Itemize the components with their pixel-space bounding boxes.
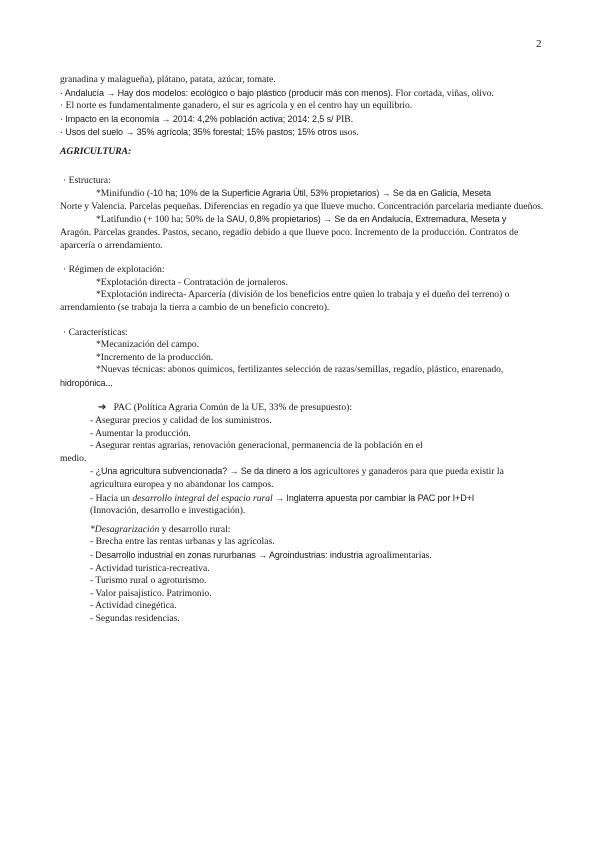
dash: - [90, 466, 96, 478]
subvencionada-rest: agricultores y ganaderos para que pueda existir la [311, 466, 504, 478]
pac-item-precios: - Asegurar precios y calidad de los suministros. [90, 415, 272, 427]
desagrarizacion-term: *Desagrarización [90, 523, 160, 535]
rural-item-brecha: - Brecha entre las rentas urbanas y las agrícolas. [90, 536, 275, 548]
ellipsis: ... [105, 377, 113, 389]
caracteristicas-title: · Características: [63, 326, 128, 338]
subvencionada-emph: ¿Una agricultura subvencionada? → Se da dinero a los [95, 466, 312, 477]
caracteristica-tecnicas-cont [60, 377, 546, 391]
hacia-un: - Hacia un [90, 492, 133, 504]
rural-item-industrial [60, 549, 546, 563]
desagrarizacion-rest: y desarrollo rural: [159, 523, 231, 535]
pac-title: PAC (Política Agraria Común de la UE, 33% de presupuesto): [113, 402, 352, 414]
section-heading-agricultura: AGRICULTURA: [60, 145, 132, 157]
regimen-title: · Régimen de explotación: [63, 264, 165, 276]
intro-line-2-rest: . Flor cortada, viñas, olivo. [390, 87, 494, 99]
intro-line-3: · El norte es fundamentalmente ganadero, el sur es agrícola y en el centro hay un equilibrio. [60, 100, 413, 112]
caracteristica-incremento: *Incremento de la producción. [96, 351, 214, 363]
intro-line-2-emph: · Andalucía → Hay dos modelos: ecológico o bajo plástico (producir más con menos) [60, 87, 391, 98]
latifundio-line [60, 213, 546, 227]
industrial-rest: agroalimentarias. [363, 550, 432, 561]
pac-item-rentas: - Asegurar rentas agrarias, renovación generacional, permanencia de la población en el [90, 440, 423, 452]
intro-line-1: granadina y malagueña), plátano, patata, azúcar, tomate. [60, 74, 276, 85]
minifundio-line [60, 187, 546, 201]
hidroponica-term: hidropónica [60, 377, 106, 388]
pac-desarrollo-integral [60, 492, 546, 506]
intro-line-2 [60, 87, 546, 101]
latifundio-label: *Latifundio (+ 100 ha; 50% de la [96, 214, 227, 226]
latifundio-detail: SAU, 0,8% propietarios) → Se da en Andalucía, Extremadura, Meseta y [226, 214, 507, 225]
pac-item-rentas-cont: medio. [60, 452, 87, 464]
intro-line-5-emph: · Usos del suelo → 35% agrícola; 35% forestal; 15% pastos; 15% otros [60, 127, 337, 138]
minifundio-continuation: Norte y Valencia. Parcelas pequeñas. Diferencias en regadío ya que llueve mucho. Concentración parcelaria mediante dueños. [60, 200, 544, 212]
document-body [60, 74, 546, 626]
intro-section [60, 74, 546, 140]
industrial-emph: - Desarrollo industrial en zonas rururbanas → Agroindustrias: industria [90, 550, 364, 560]
latifundio-continuation: Aragón. Parcelas grandes. Pastos, secano, regadío debido a que llueve poco. Incremento de la producción. Contratos de aparcería o arrendamiento. [60, 226, 519, 251]
intro-line-4-emph: · Impacto en la economía → 2014: 4,2% población activa; 2014: 2,5 s/ [60, 113, 334, 124]
desagrarizacion-title [60, 524, 546, 537]
pac-question-subvencionada [60, 465, 546, 479]
rural-item-paisajistico: - Valor paisajístico. Patrimonio. [90, 587, 212, 599]
rural-item-residencias: - Segundas residencias. [90, 612, 180, 624]
caracteristicas-section [60, 327, 546, 391]
minifundio-label: *Minifundio ( [96, 188, 151, 200]
pac-title-line [60, 402, 546, 415]
desarrollo-integral-term: desarrollo integral del espacio rural [132, 492, 273, 504]
desagrarizacion-section [60, 524, 546, 626]
pac-item-produccion: - Aumentar la producción. [90, 427, 191, 439]
explotacion-indirecta-cont: arrendamiento (se trabaja la tierra a cambio de un beneficio concreto). [60, 301, 330, 313]
minifundio-detail: -10 ha; 10% de la Superficie Agraria Útil, 53% propietarios) → Se da en Galicia, Meseta [150, 188, 492, 199]
pac-section [60, 402, 546, 517]
page-number: 2 [536, 38, 542, 50]
caracteristica-mecanizacion: *Mecanización del campo. [96, 339, 200, 351]
intro-line-4-rest: PIB. [333, 113, 354, 125]
caracteristica-tecnicas: *Nuevas técnicas: abonos químicos, fertilizantes selección de razas/semillas, regadío, plástico, enarenado, [96, 364, 504, 376]
explotacion-directa: *Explotación directa - Contratación de jornaleros. [96, 276, 288, 288]
rural-item-turistica: - Actividad turística-recreativa. [90, 562, 210, 574]
estructura-title: · Estructura: [63, 174, 111, 186]
intro-line-5 [60, 126, 546, 140]
explotacion-indirecta: *Explotación indirecta- Aparcería (división de los beneficios entre quien lo trabaja y el dueño del terreno) o [96, 289, 510, 301]
inglaterra-emph: → Inglaterra apuesta por cambiar la PAC por I+D+I [272, 492, 475, 503]
rural-item-agroturismo: - Turismo rural o agroturismo. [90, 575, 207, 587]
arrow-right-icon: ➔ [98, 402, 107, 414]
rural-item-cinegetica: - Actividad cinegética. [90, 600, 177, 612]
intro-line-5-rest: usos. [336, 127, 359, 139]
regimen-section [60, 264, 546, 314]
pac-desarrollo-integral-cont: (Innovación, desarrollo e investigación). [90, 505, 246, 517]
pac-question-subvencionada-cont: agricultura europea y no abandonar los campos. [90, 479, 274, 491]
intro-line-4 [60, 113, 546, 127]
estructura-section [60, 175, 546, 253]
